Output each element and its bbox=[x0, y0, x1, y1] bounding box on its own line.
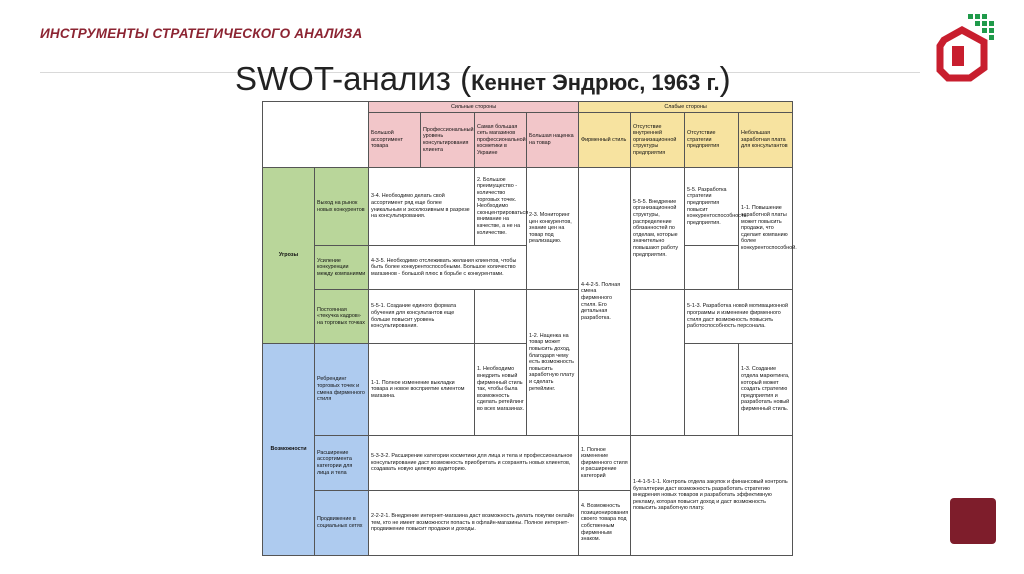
matrix-cell: 1-3. Создание отдела маркетинга, который может создать стратегию предприятия и разработать новый фирменный стиль. bbox=[739, 344, 793, 436]
threat-item: Усиление конкуренции между компаниями bbox=[315, 246, 369, 290]
weakness-item: Отсутствие стратегии предприятия bbox=[685, 113, 739, 168]
threat-item: Постоянная «текучка кадров» на торговых точках bbox=[315, 290, 369, 344]
swot-table-container bbox=[262, 101, 797, 555]
matrix-cell: 5-5-5. Внедрение организационной структуры, распределение обязанностей по отделам, которые значительно повышают работу предприятия. bbox=[631, 168, 685, 290]
matrix-cell: 4. Возможность позиционирования своего товара под собственным фирменным знаком. bbox=[579, 491, 631, 556]
matrix-cell: 4-4-2-5. Полная смена фирменного стиля. Его детальная разработка. bbox=[579, 168, 631, 436]
strengths-header: Сильные стороны bbox=[369, 102, 579, 113]
matrix-cell: 5-5. Разработка стратегии предприятия повысит конкурентоспособность предприятия. bbox=[685, 168, 739, 246]
section-title: ИНСТРУМЕНТЫ СТРАТЕГИЧЕСКОГО АНАЛИЗА bbox=[40, 26, 363, 41]
title-main: SWOT-анализ ( bbox=[235, 60, 472, 97]
matrix-cell: 1. Полное изменение фирменного стиля и расширение категорий bbox=[579, 436, 631, 491]
empty-cell bbox=[475, 290, 527, 344]
logo-icon bbox=[930, 12, 1002, 88]
weakness-item: Отсутствие внутренней организационной структуры предприятия bbox=[631, 113, 685, 168]
matrix-cell: 2-2-2-1. Внедрение интернет-магазина даст возможность делать покупки онлайн тем, кто не имеет возможности попасть в офлайн-магазины. Полное интернет-продвижение повысит продажи и доходы. bbox=[369, 491, 579, 556]
strength-item: Самая большая сеть магазинов профессиональной косметики в Украине bbox=[475, 113, 527, 168]
swot-table bbox=[262, 101, 797, 556]
corner-cell bbox=[263, 102, 369, 168]
matrix-cell: 1-1. Повышение заработной платы может повысить продажи, что сделает компанию более конкурентоспособной. bbox=[739, 168, 793, 290]
title-subtitle: Кеннет Эндрюс, 1963 г. bbox=[471, 70, 720, 95]
matrix-cell: 4-3-5. Необходимо отслеживать желания клиентов, чтобы быть более конкурентоспособными. Большое количество магазинов - большой плюс в борьбе с конкурентами. bbox=[369, 246, 527, 290]
matrix-cell: 2-3. Мониторинг цен конкурентов, знание цен на товар под реализацию. bbox=[527, 168, 579, 290]
matrix-cell: 3-4. Необходимо делать свой ассортимент ряд еще более уникальным и эксклюзивным в разрезе на консультирования. bbox=[369, 168, 475, 246]
threat-item: Выход на рынок новых конкурентов bbox=[315, 168, 369, 246]
weakness-item: Фирменный стиль bbox=[579, 113, 631, 168]
matrix-cell: 1-2. Наценка на товар может повысить доход, благодаря чему есть возможность повысить заработную плату и сделать ретейлинг. bbox=[527, 290, 579, 436]
threats-label: Угрозы bbox=[263, 168, 315, 344]
matrix-cell: 1-1. Полное изменение выкладки товара и новое восприятие клиентом магазина. bbox=[369, 344, 475, 436]
matrix-cell: 5-3-3-2. Расширение категории косметики для лица и тела и профессиональное консультирование даст возможность приобретать и сохранять новых клиентов, создавать новую целевую аудиторию. bbox=[369, 436, 579, 491]
title-close: ) bbox=[719, 60, 731, 97]
empty-cell bbox=[685, 344, 739, 436]
matrix-cell: 5-5-1. Создание единого формата обучения для консультантов еще больше повысит уровень консультирования. bbox=[369, 290, 475, 344]
opportunities-label: Возможности bbox=[263, 344, 315, 556]
slide-title bbox=[235, 60, 731, 98]
matrix-cell: 1-4-1-5-1-1. Контроль отдела закупок и финансовый контроль бухгалтерии даст возможность разработать стратегию внедрения новых товаров и разработать эффективную рекламу, которая повысит доход и даст возможность повысить заработную плату. bbox=[631, 436, 793, 556]
matrix-cell: 5-1-3. Разработка новой мотивационной программы и изменение фирменного стиля даст возможность повысить работоспособность персонала. bbox=[685, 290, 793, 344]
opportunity-item: Ребрендинг торговых точек и смена фирменного стиля bbox=[315, 344, 369, 436]
strength-item: Большой ассортимент товара bbox=[369, 113, 421, 168]
empty-cell bbox=[631, 290, 685, 436]
weaknesses-header: Слабые стороны bbox=[579, 102, 793, 113]
strength-item: Профессиональный уровень консультирования клиента bbox=[421, 113, 475, 168]
strength-item: Большая наценка на товар bbox=[527, 113, 579, 168]
opportunity-item: Расширение ассортимента категории для лица и тела bbox=[315, 436, 369, 491]
weakness-item: Небольшая заработная плата для консультантов bbox=[739, 113, 793, 168]
opportunity-item: Продвижение в социальных сетях bbox=[315, 491, 369, 556]
matrix-cell: 1. Необходимо внедрить новый фирменный стиль так, чтобы была возможность сделать ретейлинг во всех магазинах. bbox=[475, 344, 527, 436]
slide-corner-button[interactable] bbox=[950, 498, 996, 544]
empty-cell bbox=[685, 246, 739, 290]
matrix-cell: 2. Большое преимущество - количество торговых точек. Необходимо сконцентрироваться внимание на качестве, а не на количестве. bbox=[475, 168, 527, 246]
